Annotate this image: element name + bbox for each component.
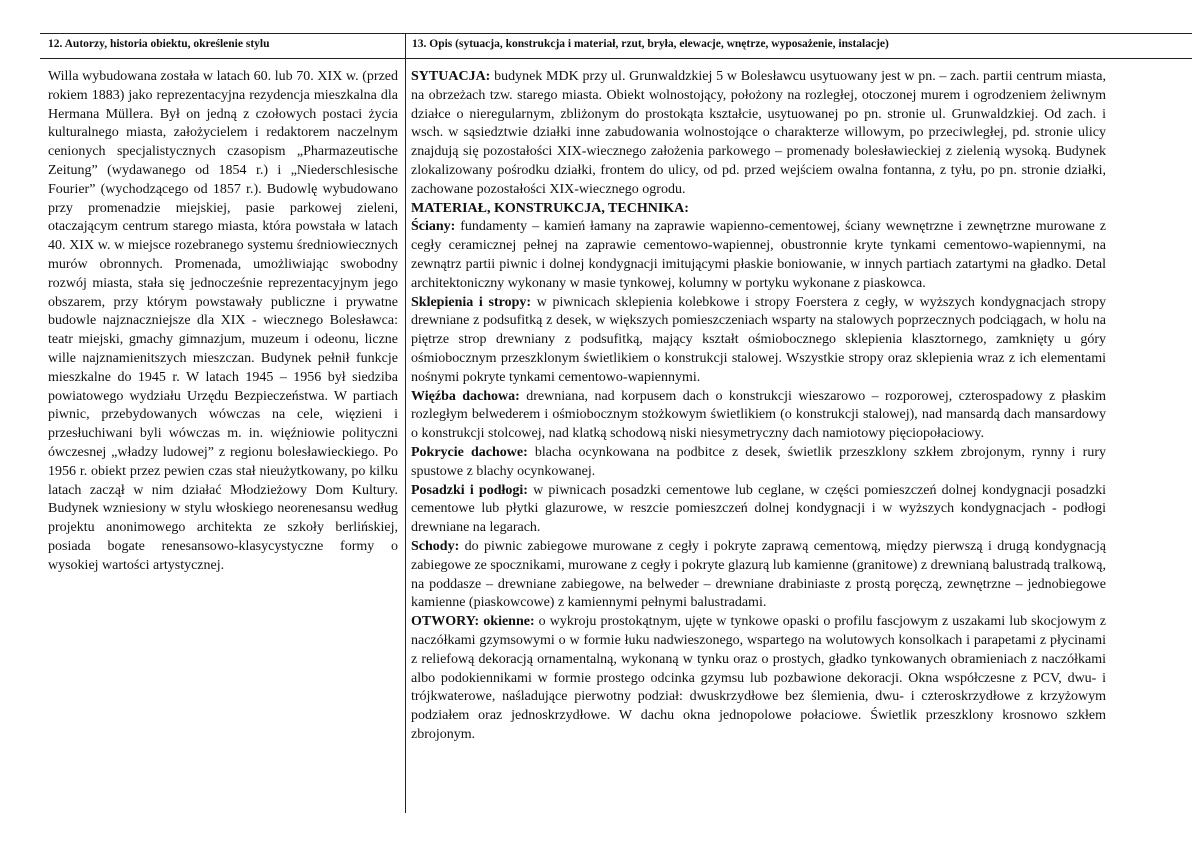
vaults-paragraph xyxy=(411,294,1106,388)
top-rule xyxy=(40,33,1192,34)
openings-label: OTWORY: okienne: xyxy=(411,614,535,630)
roofing-label: Pokrycie dachowe: xyxy=(411,444,528,460)
walls-label: Ściany: xyxy=(411,219,456,235)
stairs-paragraph xyxy=(411,538,1106,613)
walls-text: fundamenty – kamień łamany na zaprawie wapienno-cementowej, ściany wewnętrzne i zewnętrzne murowane z cegły ceramicznej pełnej na zaprawie cementowo-wapiennej, obustronnie kryte tynkami cementowo-wapiennymi, na zewnątrz partii piwnic i dolnej kondygnacji imitującymi płaskie boniowanie, w innych partiach zatartymi na gładko. Detal architektoniczny wykonany w masie tynkowej, kolumny w portyku wykonane z piaskowca. xyxy=(411,219,1106,291)
left-column-header: 12. Autorzy, historia obiektu, określenie stylu xyxy=(48,38,270,50)
roof-truss-text: drewniana, nad korpusem dach o konstrukcji wieszarowo – rozporowej, czterospadowy z płaskim rozległym belwederem i ośmiobocznym stożkowym świetlikiem (o konstrukcji stalowej), nad mansardą dach mansardowy o konstrukcji stolcowej, nad klatką schodową niski niesymetryczny dach namiotowy pięciopołaciowy. xyxy=(411,388,1106,442)
situation-label: SYTUACJA: xyxy=(411,69,491,84)
header-rule xyxy=(40,58,1192,59)
right-column-header: 13. Opis (sytuacja, konstrukcja i materiał, rzut, bryła, elewacje, wnętrze, wyposażenie, instalacje) xyxy=(412,38,889,50)
stairs-label: Schody: xyxy=(411,538,460,554)
openings-text: o wykroju prostokątnym, ujęte w tynkowe opaski o profilu fascjowym z uszakami lub skocjowym z naczółkami gzymsowymi o w formie łuku nadwieszonego, wspartego na wolutowych konsolkach i parapetami z płycinami z reliefową dekoracją ornamentalną, wykonaną w tynku oraz o prostych, gładko tynkowanych obramieniach z naczółkami albo podokiennikami w formie prostego odcinka gzymsu lub pozbawione dekoracji. Okna współczesne z PCV, dwu- i trójkwaterowe, naśladujące pierwotny podział: dwuskrzydłowe bez ślemienia, dwu- i czteroskrzydłowe z krzyżowym podziałem oraz jednoskrzydłowe. W dachu okna jednopolowe połaciowe. Świetlik przeszklony krosnowo szkłem zbrojonym. xyxy=(411,614,1106,742)
description-text xyxy=(411,68,1106,745)
situation-text: budynek MDK przy ul. Grunwaldzkiej 5 w Bolesławcu usytuowany jest w pn. – zach. partii centrum miasta, na obrzeżach tzw. starego miasta. Obiekt wolnostojący, położony na rozległej, otoczonej murem i ogrodzeniem żeliwnym działce o nieregularnym, zbliżonym do prostokąta kształcie, usytuowanej po pn. stronie ul. Grunwaldzkiej. Od zach. i wsch. w sąsiedztwie działki inne zabudowania wolnostojące o charakterze willowym, po przeciwległej, pd. stronie ulicy znajdują się pozostałości XIX-wiecznego założenia parkowego – promenady bolesławieckiej z zielenią wysoką. Budynek zlokalizowany pośrodku działki, frontem do ulicy, od pd. przed wejściem owalna fontanna, z tyłu, po pn. stronie działki, zachowane pozostałości XIX-wiecznego ogrodu. xyxy=(411,69,1106,197)
roofing-text: blacha ocynkowana na podbitce z desek, świetlik przeszklony szkłem zbrojonym, rynny i rury spustowe z blachy ocynkowanej. xyxy=(411,444,1106,479)
roof-truss-label: Więźba dachowa: xyxy=(411,388,520,404)
openings-paragraph xyxy=(411,613,1106,745)
roof-truss-paragraph xyxy=(411,388,1106,444)
history-text: Willa wybudowana została w latach 60. lub 70. XIX w. (przed rokiem 1883) jako reprezentacyjna rezydencja mieszkalna dla Hermana Müllera. Był on jedną z czołowych postaci życia kulturalnego miasta, założycielem i redaktorem naczelnym cenionych specjalistycznych czasopism „Pharmazeutische Zeitung” (wydawanego od 1854 r.) i „Niederschlesische Fourier” (wychodzącego od 1857 r.). Budowlę wybudowano przy promenadzie miejskiej, pasie parkowej zieleni, otaczającym centrum starego miasta, która powstała w latach 40. XIX w. w miejsce rozebranego systemu średniowiecznych murów obronnych. Promenada, umożliwiając swobodny rozwój miasta, stała się jednocześnie reprezentacyjnym jego obszarem, przy którym powstawały publiczne i prywatne budowle najznaczniejsze dla XIX - wiecznego Bolesławca: teatr miejski, gmachy gimnazjum, muzeum i odeonu, liczne wille najznamienitszych mieszczan. Budynek pełnił funkcje mieszkalne do 1945 r. W latach 1945 – 1956 był siedziba powiatowego wydziału Urzędu Bezpieczeństwa. W partiach piwnic, przebydowanych wówczas na cele, więzieni i przesłuchiwani byli wówczas m. in. więźniowie polityczni ówczesnej „władzy ludowej” z regionu bolesławieckiego. Po 1956 r. obiekt przez pewien czas stał nieużytkowany, po kilku latach zaczął w nim działać Młodzieżowy Dom Kultury. Budynek wzniesiony w stylu włoskiego neorenesansu według projektu anonimowego architekta ze szkoły berlińskiej, posiada bogate renesansowo-klasycystyczne formy o wysokiej wartości artystycznej. xyxy=(48,69,398,573)
column-divider xyxy=(405,33,406,813)
floors-label: Posadzki i podłogi: xyxy=(411,482,528,498)
material-heading: MATERIAŁ, KONSTRUKCJA, TECHNIKA: xyxy=(411,200,689,216)
floors-text: w piwnicach posadzki cementowe lub ceglane, w części pomieszczeń dolnej kondygnacji posadzki cementowe lub płytki glazurowe, w reszcie pomieszczeń dolnej kondygnacji i w wyższych kondygnacjach - podłogi drewniane na legarach. xyxy=(411,482,1106,536)
floors-paragraph xyxy=(411,482,1106,538)
stairs-text: do piwnic zabiegowe murowane z cegły i pokryte zaprawą cementową, między pierwszą i drugą kondygnacją zabiegowe ze spocznikami, murowane z cegły i pokryte glazurą lub kamienne (granitowe) z drewnianą balustradą tralkową, na poddasze – drewniane zabiegowe, na belweder – drewniane drabiniaste z prostą poręczą, zewnętrzne – jednobiegowe kamienne (piaskowcowe) z kamiennymi pełnymi balustradami. xyxy=(411,538,1106,611)
vaults-label: Sklepienia i stropy: xyxy=(411,294,532,310)
vaults-text: w piwnicach sklepienia kolebkowe i stropy Foerstera z cegły, w wyższych kondygnacjach stropy drewniane z podsufitką z desek, w większych pomieszczeniach wsparty na stalowych poprzecznych podciągach, w holu na piętrze strop drewniany z podsufitką, mający kształt ośmiobocznego sklepienia klasztornego, zamknięty u góry ośmiobocznym przeszklonym świetlikiem o konstrukcji stalowej. Wszystkie stropy oraz sklepienia wraz z ich elementami nośnymi pokryte tynkami cementowo-wapiennymi. xyxy=(411,294,1106,385)
situation-paragraph xyxy=(411,68,1106,200)
walls-paragraph xyxy=(411,218,1106,293)
roofing-paragraph xyxy=(411,444,1106,482)
